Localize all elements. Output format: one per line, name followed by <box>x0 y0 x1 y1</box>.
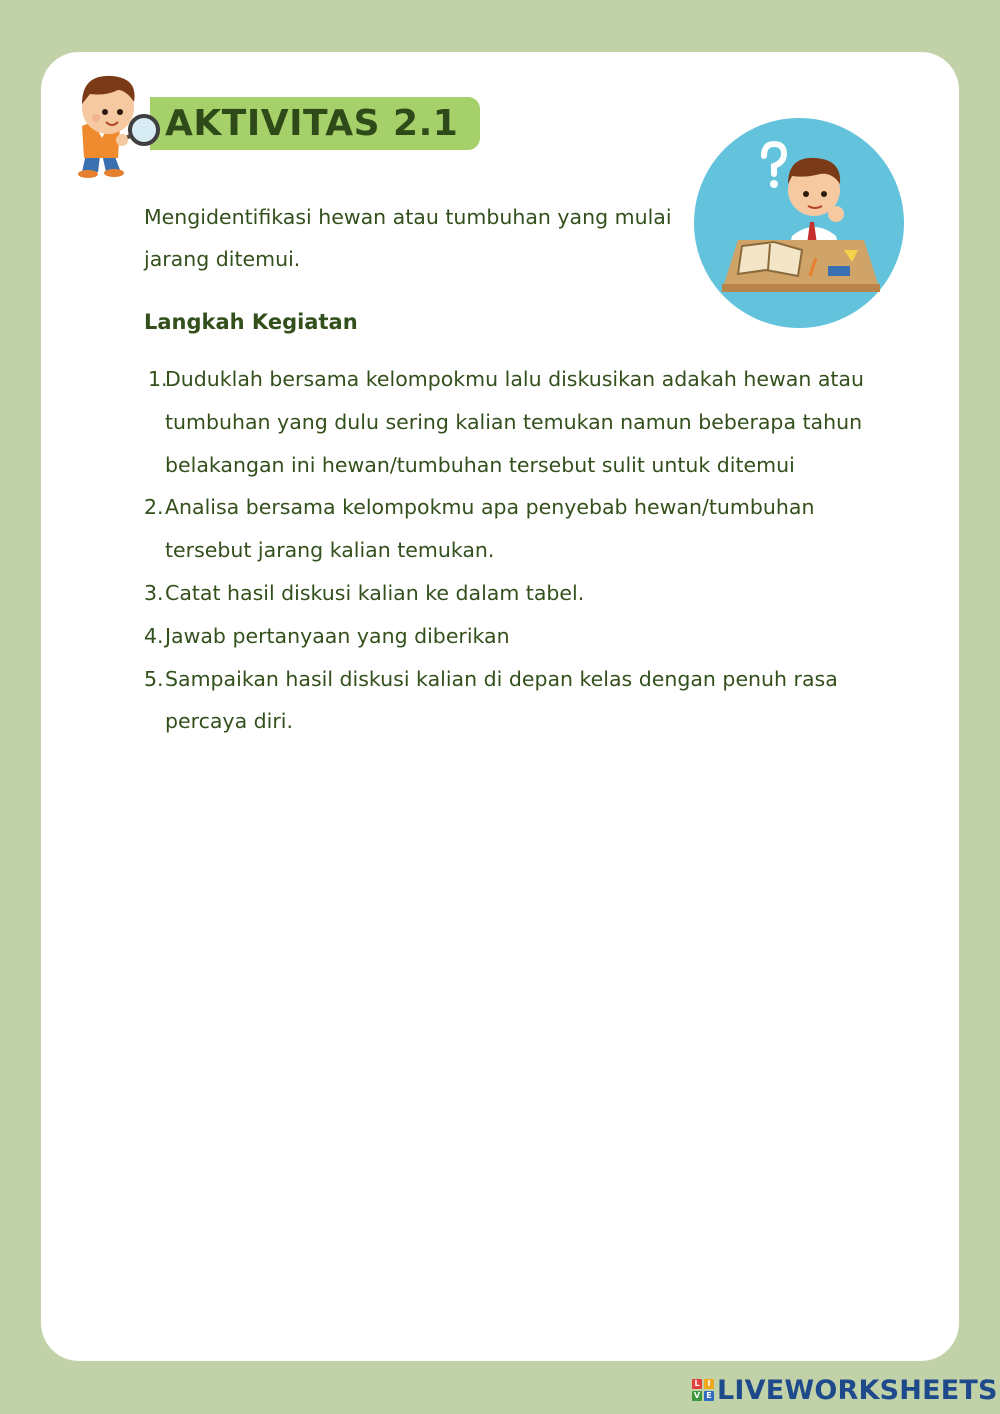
logo-letter: L <box>692 1379 702 1389</box>
boy-magnifier-illustration <box>72 68 164 180</box>
page-title: AKTIVITAS 2.1 <box>165 103 459 144</box>
activity-description: Mengidentifikasi hewan atau tumbuhan yang mulai jarang ditemui. <box>144 205 672 271</box>
list-item <box>144 358 904 486</box>
step-text: Analisa bersama kelompokmu apa penyebab hewan/tumbuhan tersebut jarang kalian temukan. <box>165 495 815 563</box>
step-number: 3. <box>144 580 164 605</box>
step-number: 2. <box>144 495 164 520</box>
logo-letter: I <box>704 1379 714 1389</box>
logo-letter: V <box>693 1391 701 1400</box>
logo-text: LIVEWORKSHEETS <box>717 1374 998 1406</box>
step-number: 4. <box>144 623 164 648</box>
list-item <box>144 658 904 744</box>
logo-letter: E <box>704 1391 714 1401</box>
step-text: Sampaikan hasil diskusi kalian di depan kelas dengan penuh rasa percaya diri. <box>165 666 838 734</box>
list-item <box>144 486 904 572</box>
step-text: Jawab pertanyaan yang diberikan <box>165 623 510 648</box>
liveworksheets-logo[interactable] <box>692 1374 998 1406</box>
step-number: 5. <box>144 666 164 691</box>
step-text: Catat hasil diskusi kalian ke dalam tabel. <box>165 580 585 605</box>
list-item <box>144 615 904 658</box>
thinking-student-illustration <box>694 118 904 328</box>
steps-list <box>144 358 904 743</box>
step-number: 1. <box>148 367 168 391</box>
step-text: Duduklah bersama kelompokmu lalu diskusikan adakah hewan atau tumbuhan yang dulu sering kalian temukan namun beberapa tahun belakangan ini hewan/tumbuhan tersebut sulit untuk ditemui <box>165 367 864 477</box>
list-item <box>144 572 904 615</box>
steps-heading: Langkah Kegiatan <box>144 310 358 334</box>
logo-icon <box>692 1379 714 1401</box>
